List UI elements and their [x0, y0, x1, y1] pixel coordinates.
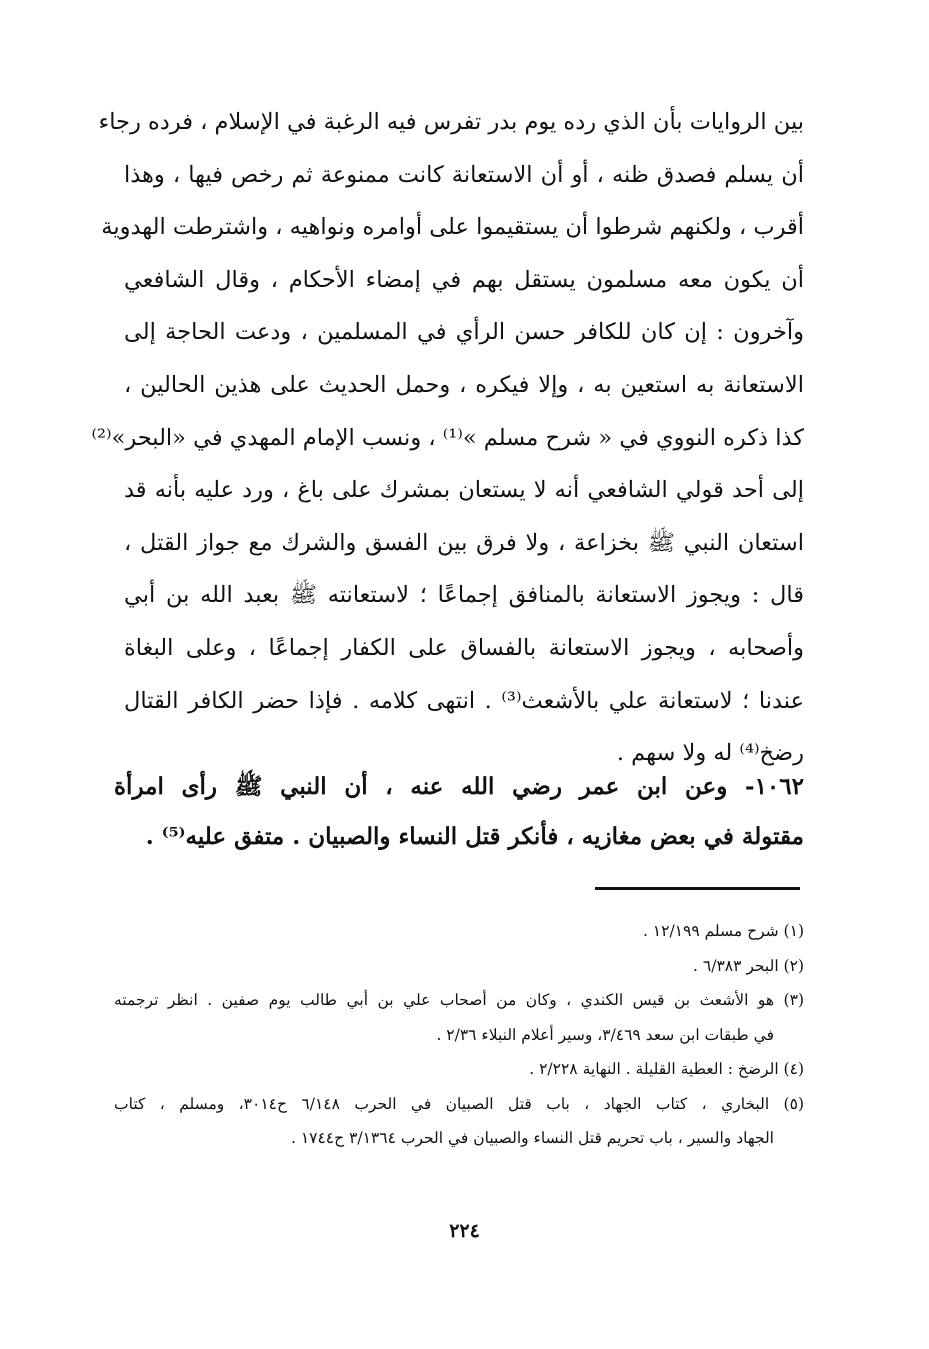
text-line: رضخ⁽⁴⁾ له ولا سهم . [616, 740, 804, 767]
footnote-divider [595, 887, 800, 890]
footnote-3-continued: في طبقات ابن سعد ٣/٤٦٩، وسير أعلام النبلاء ٢/٣٦ . [436, 1025, 774, 1044]
text-line: وأصحابه ، ويجوز الاستعانة بالفساق على الكفار إجماعًا ، وعلى البغاة [124, 634, 804, 661]
hadith-line: مقتولة في بعض مغازيه ، فأنكر قتل النساء والصبيان . متفق عليه⁽⁵⁾ . [145, 823, 804, 850]
text-line: بين الروايات بأن الذي رده يوم بدر تفرس فيه الرغبة في الإسلام ، فرده رجاء [98, 109, 804, 135]
text-line: الاستعانة به استعين به ، وإلا فيكره ، وحمل الحديث على هذين الحالين ، [124, 371, 804, 398]
text-line: كذا ذكره النووي في « شرح مسلم »⁽¹⁾ ، ونسب الإمام المهدي في «البحر»⁽²⁾ [91, 424, 804, 451]
footnote-5-continued: الجهاد والسير ، باب تحريم قتل النساء والصبيان في الحرب ٣/١٣٦٤ ح١٧٤٤ . [290, 1129, 774, 1147]
hadith-line: ١٠٦٢- وعن ابن عمر رضي الله عنه ، أن النبي ﷺ رأى امرأة [114, 773, 804, 800]
main-text-block [91, 96, 804, 780]
text-line: استعان النبي ﷺ بخزاعة ، ولا فرق بين الفسق والشرك مع جواز القتل ، [124, 529, 804, 556]
text-line: إلى أحد قولي الشافعي أنه لا يستعان بمشرك على باغ ، ورد عليه بأنه قد [124, 477, 804, 504]
hadith-block [114, 762, 804, 862]
text-line: أقرب ، ولكنهم شرطوا أن يستقيموا على أوامره ونواهيه ، واشترطت الهدوية [101, 214, 804, 241]
footnote-3: (٣) هو الأشعث بن قيس الكندي ، وكان من أصحاب علي بن أبي طالب يوم صفين . انظر ترجمته [114, 991, 804, 1009]
text-line: قال : ويجوز الاستعانة بالمنافق إجماعًا ؛ لاستعانته ﷺ بعبد الله بن أبي [124, 582, 804, 609]
text-line: أن يكون معه مسلمون يستقل بهم في إمضاء الأحكام ، وقال الشافعي [124, 266, 804, 293]
footnotes-block [114, 914, 804, 1156]
footnote-1: (١) شرح مسلم ١٢/١٩٩ . [642, 922, 804, 940]
page-number: ٢٢٤ [449, 1220, 480, 1242]
text-line: عندنا ؛ لاستعانة علي بالأشعث⁽³⁾ . انتهى كلامه . فإذا حضر الكافر القتال [124, 687, 804, 714]
footnote-4: (٤) الرضخ : العطية القليلة . النهاية ٢/٢٢٨ . [529, 1060, 804, 1078]
footnote-5: (٥) البخاري ، كتاب الجهاد ، باب قتل الصبيان في الحرب ٦/١٤٨ ح٣٠١٤، ومسلم ، كتاب [114, 1094, 804, 1113]
text-line: أن يسلم فصدق ظنه ، أو أن الاستعانة كانت ممنوعة ثم رخص فيها ، وهذا [124, 161, 804, 188]
text-line: وآخرون : إن كان للكافر حسن الرأي في المسلمين ، ودعت الحاجة إلى [124, 319, 804, 346]
footnote-2: (٢) البحر ٦/٣٨٣ . [693, 956, 804, 975]
